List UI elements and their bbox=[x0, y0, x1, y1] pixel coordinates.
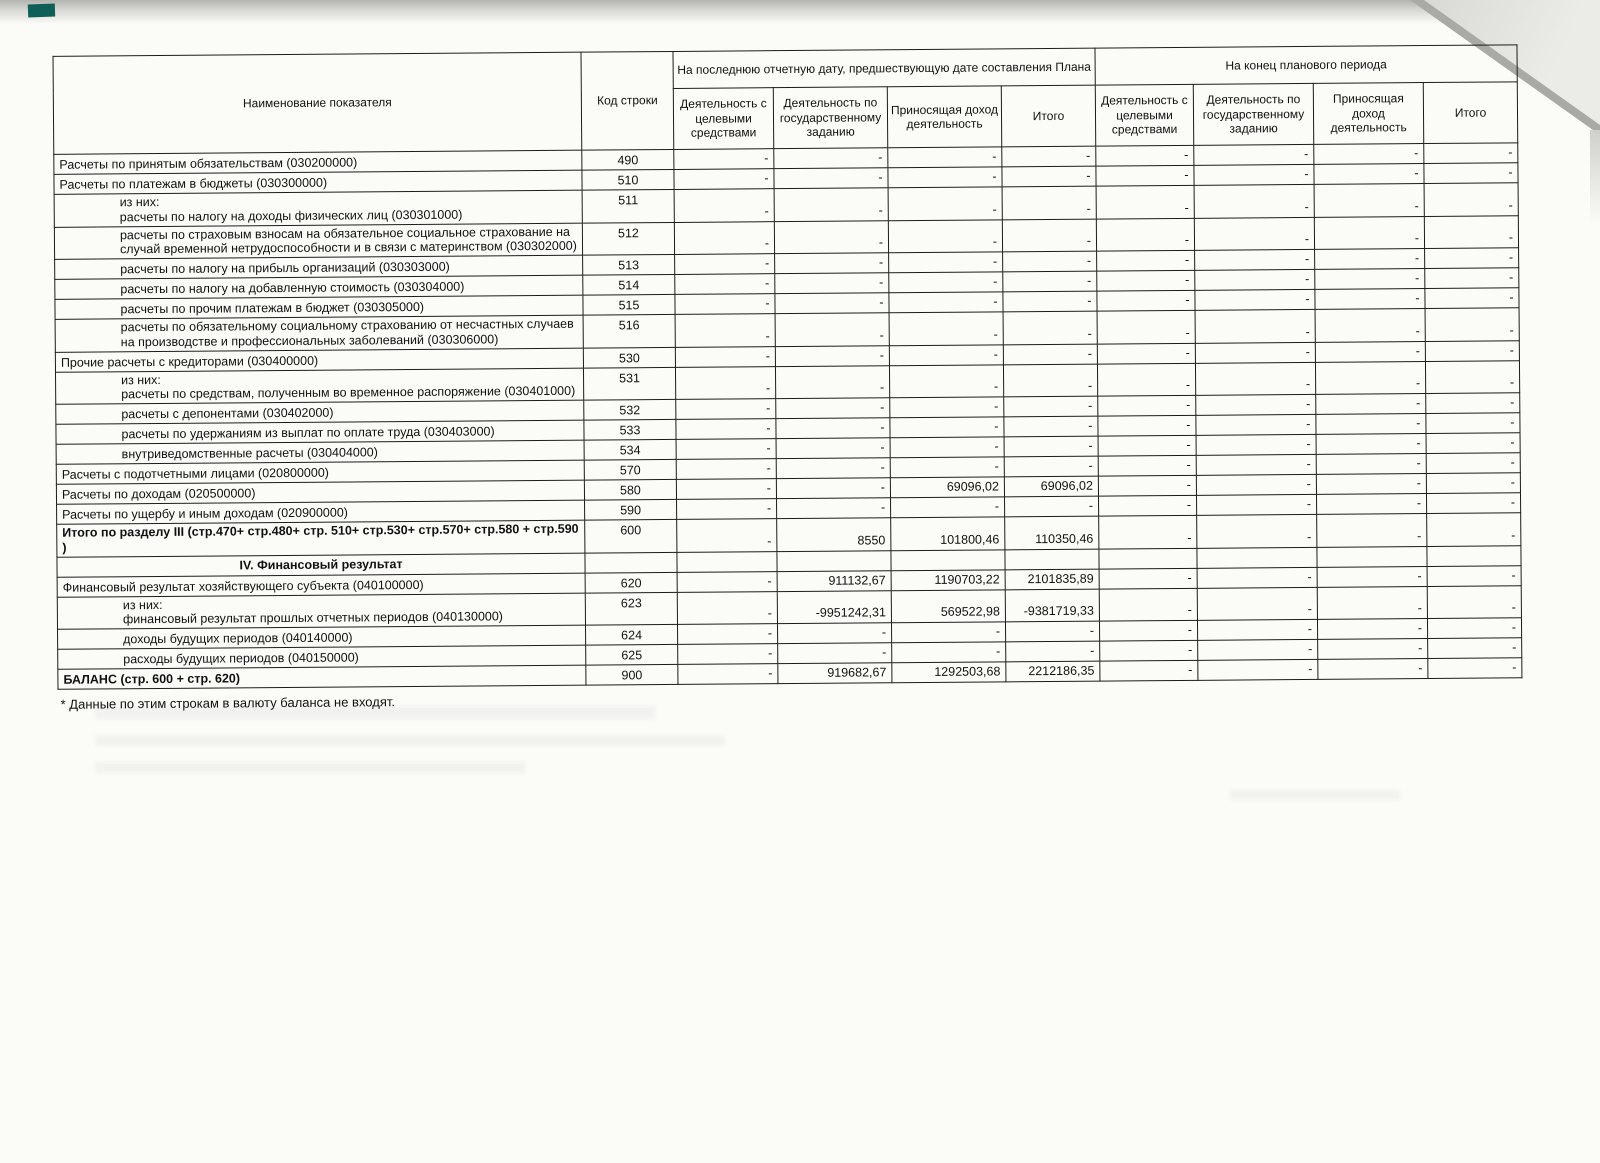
indicator-name-cell bbox=[55, 315, 583, 352]
indicator-name-text: расчеты по удержаниям из выплат по оплате труда (030403000) bbox=[121, 424, 495, 442]
value-cell: - bbox=[1315, 309, 1425, 342]
value-cell: - bbox=[775, 253, 889, 274]
value-cell: - bbox=[678, 644, 778, 665]
value-cell: - bbox=[1197, 567, 1317, 588]
value-cell: - bbox=[1425, 340, 1519, 361]
value-cell: - bbox=[1424, 183, 1518, 216]
bleed-through-artifact bbox=[1230, 790, 1400, 800]
value-cell: - bbox=[1098, 435, 1196, 456]
value-cell: - bbox=[1195, 342, 1315, 363]
value-cell: - bbox=[775, 365, 889, 398]
value-cell: 69096,02 bbox=[1004, 476, 1098, 497]
value-cell: - bbox=[1425, 288, 1519, 309]
indicator-name-cell bbox=[54, 190, 582, 227]
value-cell: - bbox=[1314, 164, 1424, 185]
indicator-name-text: БАЛАНС (стр. 600 + стр. 620) bbox=[63, 671, 241, 688]
line-code-cell: 513 bbox=[583, 254, 675, 275]
value-cell: - bbox=[1194, 164, 1314, 185]
value-cell: - bbox=[1427, 513, 1521, 546]
value-cell: - bbox=[675, 314, 775, 347]
value-cell: - bbox=[1099, 568, 1197, 589]
indicator-name-text: Прочие расчеты с кредиторами (030400000) bbox=[60, 353, 319, 370]
value-cell: - bbox=[675, 366, 775, 399]
line-code-cell: 511 bbox=[582, 189, 674, 222]
value-cell: - bbox=[1098, 495, 1196, 516]
line-code-cell: 531 bbox=[583, 367, 675, 400]
value-cell: - bbox=[888, 147, 1002, 168]
value-cell: - bbox=[1098, 475, 1196, 496]
column-header-state-task-2: Деятельность по государственному заданию bbox=[1193, 83, 1313, 145]
value-cell: - bbox=[674, 149, 774, 170]
value-cell: - bbox=[1425, 248, 1519, 269]
value-cell: - bbox=[675, 254, 775, 275]
value-cell: - bbox=[888, 187, 1002, 220]
value-cell: - bbox=[1426, 433, 1520, 454]
value-cell: - bbox=[1098, 415, 1196, 436]
value-cell bbox=[1005, 549, 1099, 570]
line-code-cell: 623 bbox=[585, 592, 677, 625]
column-header-state-task-1: Деятельность по государственному заданию bbox=[773, 87, 887, 149]
value-cell: - bbox=[774, 148, 888, 169]
indicator-name-text: Расчеты по ущербу и иным доходам (020900000) bbox=[62, 505, 348, 523]
column-group-last-report-date: На последнюю отчетную дату, предшествующую дате составления Плана bbox=[673, 48, 1095, 88]
value-cell: - bbox=[1097, 310, 1195, 343]
value-cell: - bbox=[1196, 414, 1316, 435]
value-cell: - bbox=[1003, 271, 1097, 292]
line-code-cell: 530 bbox=[583, 347, 675, 368]
value-cell: - bbox=[1100, 640, 1198, 661]
value-cell: -9381719,33 bbox=[1005, 589, 1099, 622]
value-cell: - bbox=[890, 417, 1004, 438]
value-cell: - bbox=[889, 292, 1003, 313]
value-cell: - bbox=[775, 293, 889, 314]
value-cell: - bbox=[1195, 269, 1315, 290]
value-cell: - bbox=[1196, 434, 1316, 455]
value-cell: - bbox=[676, 399, 776, 420]
indicator-name-prefix: из них: bbox=[119, 194, 160, 210]
value-cell: - bbox=[1003, 251, 1097, 272]
value-cell: - bbox=[1096, 145, 1194, 166]
value-cell: - bbox=[1197, 587, 1317, 620]
value-cell: - bbox=[1315, 269, 1425, 290]
value-cell: - bbox=[1425, 268, 1519, 289]
value-cell: - bbox=[677, 499, 777, 520]
value-cell: - bbox=[1314, 144, 1424, 165]
value-cell: - bbox=[1317, 514, 1427, 547]
value-cell: - bbox=[1002, 186, 1096, 219]
value-cell: - bbox=[676, 479, 776, 500]
value-cell bbox=[777, 550, 891, 571]
table-header bbox=[53, 45, 1518, 154]
value-cell: - bbox=[674, 189, 774, 222]
line-code-cell: 600 bbox=[585, 519, 677, 552]
value-cell: - bbox=[1002, 166, 1096, 187]
value-cell: - bbox=[1100, 660, 1198, 681]
value-cell: - bbox=[890, 397, 1004, 418]
value-cell: 69096,02 bbox=[890, 477, 1004, 498]
indicator-name-text: расчеты по обязательному социальному страхованию от несчастных случаев на производстве и профессиональных заболеваний (030306000) bbox=[120, 316, 574, 350]
value-cell: - bbox=[1318, 639, 1428, 660]
document-sheet bbox=[53, 44, 1538, 712]
balance-table bbox=[53, 44, 1523, 689]
value-cell: - bbox=[675, 346, 775, 367]
value-cell: 8550 bbox=[777, 518, 891, 551]
indicator-name-text: расчеты по средствам, полученным во временное распоряжение (030401000) bbox=[121, 383, 576, 402]
value-cell: 569522,98 bbox=[891, 589, 1005, 622]
value-cell: - bbox=[1004, 456, 1098, 477]
value-cell: - bbox=[889, 252, 1003, 273]
indicator-name-text: Расчеты по принятым обязательствам (030200000) bbox=[59, 155, 358, 173]
column-header-target-funds-1: Деятельность с целевыми средствами bbox=[673, 88, 773, 150]
line-code-cell: 534 bbox=[584, 439, 676, 460]
value-cell: - bbox=[1317, 566, 1427, 587]
value-cell: - bbox=[1315, 361, 1425, 394]
indicator-name-text: Расчеты с подотчетными лицами (020800000) bbox=[61, 465, 329, 483]
indicator-name-cell bbox=[58, 665, 586, 689]
value-cell: - bbox=[775, 273, 889, 294]
value-cell bbox=[677, 551, 777, 572]
value-cell: - bbox=[774, 168, 888, 189]
indicator-name-text: расходы будущих периодов (040150000) bbox=[123, 650, 359, 667]
value-cell: - bbox=[1002, 219, 1096, 252]
value-cell: - bbox=[1314, 216, 1424, 249]
value-cell: 2212186,35 bbox=[1006, 661, 1100, 682]
footnote: * Данные по этим строкам в валюту баланса не входят. bbox=[60, 694, 396, 712]
value-cell: - bbox=[1003, 344, 1097, 365]
value-cell: - bbox=[891, 497, 1005, 518]
indicator-name-text: расчеты по налогу на прибыль организаций (030303000) bbox=[120, 259, 450, 277]
value-cell bbox=[1317, 546, 1427, 567]
line-code-cell: 515 bbox=[583, 294, 675, 315]
value-cell: - bbox=[1003, 364, 1097, 397]
value-cell: 101800,46 bbox=[891, 517, 1005, 550]
indicator-name-text: доходы будущих периодов (040140000) bbox=[123, 630, 353, 647]
value-cell: - bbox=[1004, 436, 1098, 457]
value-cell: 919682,67 bbox=[778, 663, 892, 684]
value-cell: - bbox=[1006, 641, 1100, 662]
indicator-name-cell bbox=[54, 223, 582, 260]
value-cell: - bbox=[776, 478, 890, 499]
section-title: IV. Финансовый результат bbox=[57, 553, 585, 577]
value-cell: - bbox=[1197, 619, 1317, 640]
table-body bbox=[54, 143, 1522, 689]
indicator-name-prefix: из них: bbox=[122, 597, 163, 612]
value-cell: - bbox=[1197, 514, 1317, 547]
value-cell: - bbox=[677, 624, 777, 645]
line-code-cell: 620 bbox=[585, 572, 677, 593]
value-cell: 110350,46 bbox=[1005, 516, 1099, 549]
value-cell bbox=[1427, 545, 1521, 566]
value-cell: - bbox=[1424, 215, 1518, 248]
value-cell: - bbox=[674, 221, 774, 254]
value-cell: - bbox=[1005, 496, 1099, 517]
value-cell: - bbox=[890, 457, 1004, 478]
value-cell: - bbox=[774, 220, 888, 253]
value-cell: - bbox=[1195, 362, 1315, 395]
indicator-name-prefix: из них: bbox=[121, 372, 161, 387]
line-code-cell: 516 bbox=[583, 314, 675, 347]
value-cell: - bbox=[776, 418, 890, 439]
value-cell: - bbox=[1426, 453, 1520, 474]
bleed-through-artifact bbox=[95, 735, 725, 746]
indicator-name-text: Финансовый результат хозяйствующего субъекта (040100000) bbox=[62, 577, 424, 595]
value-cell: - bbox=[1427, 585, 1521, 618]
value-cell: - bbox=[1003, 311, 1097, 344]
value-cell: - bbox=[1317, 619, 1427, 640]
value-cell: - bbox=[1098, 395, 1196, 416]
value-cell: - bbox=[674, 169, 774, 190]
line-code-cell: 570 bbox=[584, 459, 676, 480]
indicator-name-text: расчеты по прочим платежам в бюджет (030305000) bbox=[120, 300, 425, 317]
value-cell: - bbox=[777, 623, 891, 644]
value-cell: 1190703,22 bbox=[891, 569, 1005, 590]
value-cell: - bbox=[1004, 396, 1098, 417]
value-cell: - bbox=[1198, 639, 1318, 660]
value-cell: - bbox=[776, 458, 890, 479]
value-cell: - bbox=[1427, 565, 1521, 586]
value-cell: - bbox=[1097, 363, 1195, 396]
value-cell: - bbox=[1316, 414, 1426, 435]
indicator-name-text: финансовый результат прошлых отчетных периодов (040130000) bbox=[122, 609, 503, 627]
value-cell: - bbox=[1196, 474, 1316, 495]
bleed-through-artifact bbox=[95, 762, 525, 773]
indicator-name-cell bbox=[57, 520, 585, 557]
line-code-cell bbox=[585, 552, 677, 573]
value-cell: - bbox=[1316, 494, 1426, 515]
line-code-cell: 510 bbox=[582, 169, 674, 190]
value-cell: - bbox=[1424, 143, 1518, 164]
value-cell: - bbox=[1425, 360, 1519, 393]
value-cell: - bbox=[1005, 621, 1099, 642]
value-cell bbox=[891, 549, 1005, 570]
value-cell: - bbox=[892, 642, 1006, 663]
indicator-name-cell bbox=[55, 368, 583, 405]
value-cell: - bbox=[776, 438, 890, 459]
value-cell bbox=[1099, 548, 1197, 569]
value-cell: - bbox=[1097, 250, 1195, 271]
indicator-name-text: расчеты по налогу на добавленную стоимость (030304000) bbox=[120, 279, 465, 297]
value-cell bbox=[1197, 547, 1317, 568]
line-code-cell: 625 bbox=[586, 644, 678, 665]
line-code-cell: 532 bbox=[584, 399, 676, 420]
value-cell: - bbox=[678, 664, 778, 685]
indicator-name-text: Расчеты по платежам в бюджеты (030300000) bbox=[59, 175, 328, 193]
line-code-cell: 580 bbox=[584, 479, 676, 500]
column-header-total-2: Итого bbox=[1423, 82, 1517, 144]
value-cell: - bbox=[1314, 184, 1424, 217]
value-cell: - bbox=[1424, 163, 1518, 184]
value-cell: - bbox=[778, 643, 892, 664]
value-cell: - bbox=[676, 459, 776, 480]
value-cell: - bbox=[1426, 413, 1520, 434]
value-cell: - bbox=[675, 274, 775, 295]
line-code-cell: 533 bbox=[584, 419, 676, 440]
value-cell: - bbox=[1195, 289, 1315, 310]
value-cell: - bbox=[1194, 217, 1314, 250]
value-cell: - bbox=[775, 313, 889, 346]
column-header-income-activity-1: Приносящая доход деятельность bbox=[887, 86, 1001, 148]
value-cell: - bbox=[1196, 454, 1316, 475]
value-cell: - bbox=[1096, 185, 1194, 218]
value-cell: 911132,67 bbox=[777, 570, 891, 591]
value-cell: - bbox=[1198, 659, 1318, 680]
value-cell: - bbox=[775, 345, 889, 366]
value-cell: - bbox=[889, 344, 1003, 365]
column-header-line-code: Код строки bbox=[581, 51, 674, 150]
value-cell: - bbox=[1428, 638, 1522, 659]
value-cell: - bbox=[774, 188, 888, 221]
value-cell: - bbox=[1099, 620, 1197, 641]
line-code-cell: 900 bbox=[586, 664, 678, 685]
value-cell: - bbox=[1316, 434, 1426, 455]
value-cell: - bbox=[891, 622, 1005, 643]
line-code-cell: 490 bbox=[582, 149, 674, 170]
scan-right-edge bbox=[1590, 130, 1600, 225]
value-cell: - bbox=[677, 591, 777, 624]
value-cell: - bbox=[1427, 618, 1521, 639]
value-cell: - bbox=[776, 398, 890, 419]
value-cell: - bbox=[1196, 394, 1316, 415]
value-cell: - bbox=[1428, 658, 1522, 679]
line-code-cell: 514 bbox=[583, 274, 675, 295]
value-cell: - bbox=[1425, 308, 1519, 341]
value-cell: - bbox=[890, 437, 1004, 458]
value-cell: - bbox=[677, 571, 777, 592]
value-cell: - bbox=[676, 439, 776, 460]
value-cell: - bbox=[1315, 249, 1425, 270]
value-cell: - bbox=[1099, 588, 1197, 621]
value-cell: - bbox=[1098, 455, 1196, 476]
indicator-name-text: Расчеты по доходам (020500000) bbox=[61, 486, 256, 503]
value-cell: - bbox=[1316, 394, 1426, 415]
value-cell: - bbox=[1099, 515, 1197, 548]
value-cell: 2101835,89 bbox=[1005, 569, 1099, 590]
column-header-income-activity-2: Приносящая доход деятельность bbox=[1313, 83, 1423, 145]
value-cell: - bbox=[1196, 494, 1316, 515]
value-cell: - bbox=[889, 312, 1003, 345]
value-cell: - bbox=[777, 498, 891, 519]
column-group-plan-period-end: На конец планового периода bbox=[1095, 45, 1517, 85]
value-cell: - bbox=[676, 419, 776, 440]
line-code-cell: 590 bbox=[585, 499, 677, 520]
indicator-name-text: расчеты по страховым взносам на обязательное социальное страхование на случай временной нетрудоспособности и в связи с материнством (030302000) bbox=[119, 224, 577, 257]
value-cell: - bbox=[1316, 454, 1426, 475]
value-cell: - bbox=[1003, 291, 1097, 312]
value-cell: - bbox=[1002, 146, 1096, 167]
value-cell: - bbox=[1426, 493, 1520, 514]
value-cell: -9951242,31 bbox=[777, 590, 891, 623]
value-cell: - bbox=[1426, 473, 1520, 494]
value-cell: - bbox=[889, 364, 1003, 397]
value-cell: - bbox=[1315, 289, 1425, 310]
value-cell: - bbox=[1317, 586, 1427, 619]
value-cell: - bbox=[1316, 474, 1426, 495]
indicator-name-text: расчеты с депонентами (030402000) bbox=[121, 405, 334, 422]
value-cell: - bbox=[889, 272, 1003, 293]
value-cell: - bbox=[1195, 309, 1315, 342]
value-cell: - bbox=[677, 519, 777, 552]
value-cell: - bbox=[1318, 659, 1428, 680]
value-cell: - bbox=[888, 219, 1002, 252]
indicator-name-text: расчеты по налогу на доходы физических лиц (030301000) bbox=[119, 207, 463, 225]
value-cell: - bbox=[888, 167, 1002, 188]
value-cell: - bbox=[1096, 218, 1194, 251]
line-code-cell: 624 bbox=[585, 624, 677, 645]
value-cell: - bbox=[1097, 290, 1195, 311]
value-cell: - bbox=[675, 294, 775, 315]
value-cell: - bbox=[1315, 341, 1425, 362]
column-header-indicator-name: Наименование показателя bbox=[53, 52, 582, 154]
indicator-name-cell bbox=[57, 593, 585, 630]
value-cell: - bbox=[1426, 393, 1520, 414]
value-cell: - bbox=[1194, 184, 1314, 217]
scan-top-edge bbox=[0, 0, 1600, 24]
value-cell: - bbox=[1194, 144, 1314, 165]
value-cell: - bbox=[1195, 249, 1315, 270]
indicator-name-text: Итого по разделу III (стр.470+ стр.480+ стр. 510+ стр.530+ стр.570+ стр.580 + стр.590 ) bbox=[62, 521, 579, 555]
value-cell: - bbox=[1097, 270, 1195, 291]
indicator-name-text: внутриведомственные расчеты (030404000) bbox=[121, 445, 378, 462]
line-code-cell: 512 bbox=[582, 222, 674, 255]
value-cell: - bbox=[1096, 165, 1194, 186]
scan-artifact-mark bbox=[28, 4, 55, 18]
value-cell: - bbox=[1097, 343, 1195, 364]
value-cell: - bbox=[1004, 416, 1098, 437]
value-cell: 1292503,68 bbox=[892, 662, 1006, 683]
column-header-target-funds-2: Деятельность с целевыми средствами bbox=[1095, 84, 1193, 146]
column-header-total-1: Итого bbox=[1001, 85, 1095, 147]
